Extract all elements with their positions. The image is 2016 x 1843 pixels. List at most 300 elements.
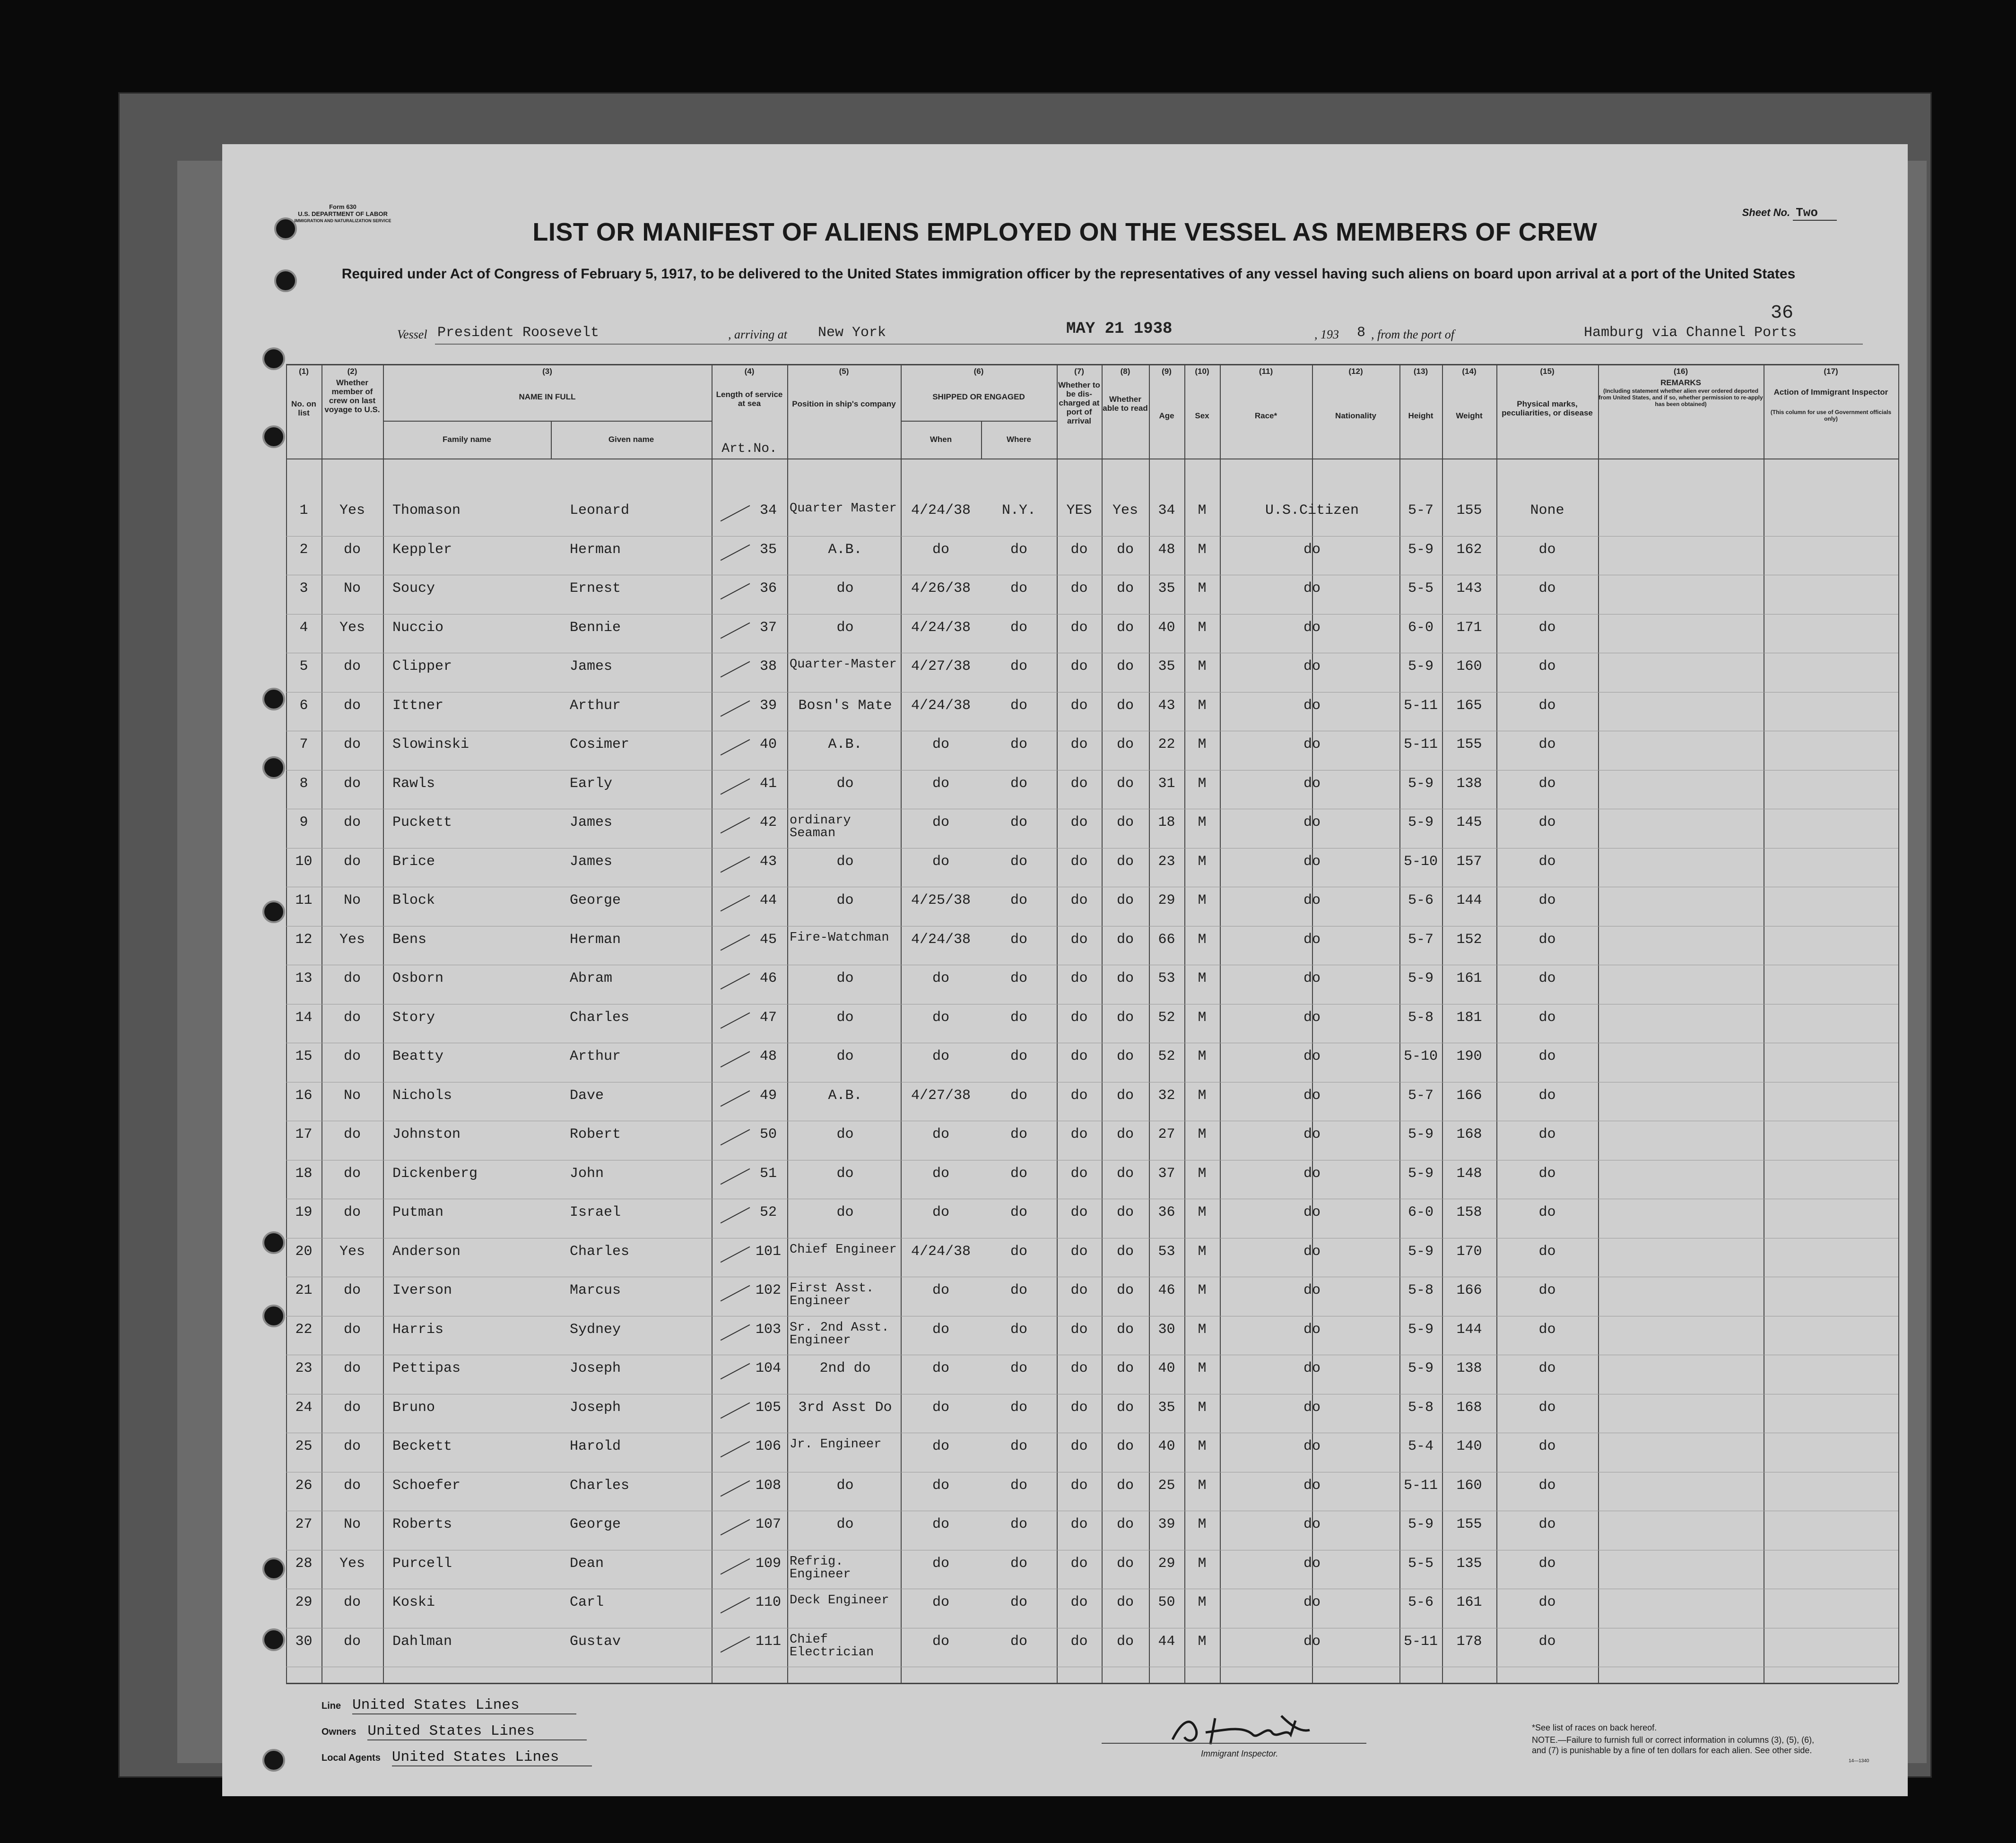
- able-to-read: do: [1116, 1282, 1134, 1298]
- age: 44: [1158, 1633, 1175, 1650]
- position: do: [836, 1126, 854, 1142]
- shipped-when: do: [932, 1555, 949, 1572]
- weight: 161: [1456, 970, 1482, 986]
- sex: M: [1198, 580, 1207, 597]
- position: 2nd do: [819, 1360, 871, 1376]
- art-number: 103: [755, 1321, 781, 1338]
- position: A.B.: [828, 736, 862, 753]
- position: Chief Engineer: [790, 1242, 897, 1257]
- weight: 135: [1456, 1555, 1482, 1572]
- family-name: Thomason: [392, 502, 461, 519]
- height: 5-8: [1408, 1399, 1434, 1416]
- shipped-where: do: [1010, 1555, 1027, 1572]
- inspector-label: Immigrant Inspector.: [1201, 1749, 1278, 1758]
- shipped-when: 4/24/38: [911, 931, 971, 948]
- discharged: do: [1070, 1165, 1088, 1182]
- check-tick: [721, 661, 750, 678]
- age: 34: [1158, 502, 1175, 519]
- weight: 168: [1456, 1399, 1482, 1416]
- able-to-read: do: [1116, 1594, 1134, 1610]
- shipped-where: do: [1010, 1126, 1027, 1142]
- race-nationality: do: [1303, 1633, 1321, 1650]
- table-row: [286, 577, 1898, 616]
- race-nationality: do: [1303, 931, 1321, 948]
- position: do: [836, 1204, 854, 1220]
- position: Refrig. Engineer: [790, 1554, 851, 1582]
- table-row: [286, 694, 1898, 733]
- shipped-when: 4/24/38: [911, 502, 971, 519]
- age: 27: [1158, 1126, 1175, 1142]
- physical-marks: do: [1538, 697, 1556, 714]
- physical-marks: do: [1538, 1633, 1556, 1650]
- sex: M: [1198, 1594, 1207, 1610]
- shipped-where: do: [1010, 1516, 1027, 1532]
- height: 5-11: [1403, 736, 1438, 753]
- header-name-in-full: NAME IN FULL: [519, 392, 576, 401]
- shipped-when: 4/27/38: [911, 1087, 971, 1104]
- age: 40: [1158, 1438, 1175, 1454]
- art-number: 44: [759, 892, 777, 909]
- shipped-where: do: [1010, 580, 1027, 597]
- header-where: Where: [1007, 435, 1031, 444]
- able-to-read: do: [1116, 970, 1134, 986]
- given-name: Carl: [570, 1594, 604, 1610]
- race-nationality: do: [1303, 619, 1321, 636]
- able-to-read: do: [1116, 1009, 1134, 1026]
- height: 5-7: [1408, 1087, 1434, 1104]
- crew-last-voyage: Yes: [339, 931, 365, 948]
- sex: M: [1198, 853, 1207, 870]
- check-tick: [721, 700, 750, 717]
- able-to-read: do: [1116, 1399, 1134, 1416]
- form-service: IMMIGRATION AND NATURALIZATION SERVICE: [294, 218, 391, 223]
- column-number: (2): [347, 367, 357, 376]
- punch-hole: [262, 347, 285, 370]
- art-number: 48: [759, 1048, 777, 1064]
- year-label: , 193: [1314, 328, 1339, 341]
- art-number: 107: [755, 1516, 781, 1532]
- check-tick: [721, 1207, 750, 1224]
- weight: 152: [1456, 931, 1482, 948]
- race-nationality: do: [1303, 1477, 1321, 1494]
- position: A.B.: [828, 541, 862, 558]
- check-tick: [721, 973, 750, 990]
- table-row: [286, 733, 1898, 772]
- header-rule: [383, 421, 712, 422]
- position: Quarter-Master: [790, 658, 897, 672]
- crew-last-voyage: do: [343, 970, 361, 986]
- crew-last-voyage: do: [343, 1204, 361, 1220]
- footer: [322, 1697, 1882, 1782]
- owners-field: [322, 1723, 587, 1739]
- shipped-where: do: [1010, 697, 1027, 714]
- discharged: do: [1070, 970, 1088, 986]
- weight: 166: [1456, 1087, 1482, 1104]
- check-tick: [721, 934, 750, 951]
- crew-last-voyage: do: [343, 775, 361, 792]
- row-number: 4: [299, 619, 308, 636]
- print-code: 14—1340: [1849, 1758, 1869, 1764]
- age: 48: [1158, 541, 1175, 558]
- able-to-read: do: [1116, 1516, 1134, 1532]
- shipped-where: do: [1010, 892, 1027, 909]
- shipped-when: do: [932, 853, 949, 870]
- sex: M: [1198, 970, 1207, 986]
- height: 6-0: [1408, 619, 1434, 636]
- discharged: do: [1070, 1204, 1088, 1220]
- crew-last-voyage: do: [343, 541, 361, 558]
- column-number: (6): [973, 367, 984, 376]
- race-nationality: do: [1303, 658, 1321, 675]
- shipped-when: do: [932, 1477, 949, 1494]
- race-nationality: do: [1303, 1321, 1321, 1338]
- age: 46: [1158, 1282, 1175, 1298]
- height: 5-7: [1408, 502, 1434, 519]
- header-nationality: Nationality: [1335, 411, 1376, 420]
- sex: M: [1198, 931, 1207, 948]
- discharged: do: [1070, 892, 1088, 909]
- given-name: Dave: [570, 1087, 604, 1104]
- art-number: 105: [755, 1399, 781, 1416]
- column-number: (16): [1673, 367, 1688, 376]
- shipped-when: 4/24/38: [911, 697, 971, 714]
- discharged: do: [1070, 1048, 1088, 1064]
- crew-last-voyage: do: [343, 1126, 361, 1142]
- sex: M: [1198, 619, 1207, 636]
- able-to-read: do: [1116, 541, 1134, 558]
- given-name: George: [570, 1516, 621, 1532]
- discharged: do: [1070, 1126, 1088, 1142]
- weight: 138: [1456, 1360, 1482, 1376]
- physical-marks: do: [1538, 1282, 1556, 1298]
- able-to-read: do: [1116, 1633, 1134, 1650]
- family-name: Johnston: [392, 1126, 461, 1142]
- family-name: Ittner: [392, 697, 444, 714]
- position: Bosn's Mate: [798, 697, 892, 714]
- height: 5-9: [1408, 775, 1434, 792]
- check-tick: [721, 505, 750, 522]
- race-nationality: do: [1303, 1087, 1321, 1104]
- discharged: do: [1070, 1516, 1088, 1532]
- given-name: Charles: [570, 1243, 630, 1260]
- shipped-when: do: [932, 1516, 949, 1532]
- check-tick: [721, 1168, 750, 1185]
- age: 35: [1158, 580, 1175, 597]
- physical-marks: do: [1538, 931, 1556, 948]
- form-department: U.S. DEPARTMENT OF LABOR: [298, 210, 388, 217]
- check-tick: [721, 1441, 750, 1458]
- art-number: 42: [759, 814, 777, 831]
- art-number: 52: [759, 1204, 777, 1220]
- age: 29: [1158, 1555, 1175, 1572]
- given-name: Cosimer: [570, 736, 630, 753]
- crew-table: [286, 364, 1898, 1683]
- physical-marks: do: [1538, 541, 1556, 558]
- header-rule: [901, 421, 1057, 422]
- check-tick: [721, 1090, 750, 1107]
- age: 43: [1158, 697, 1175, 714]
- art-number: 46: [759, 970, 777, 986]
- art-number: 37: [759, 619, 777, 636]
- punch-hole: [274, 269, 297, 292]
- crew-last-voyage: do: [343, 658, 361, 675]
- physical-marks: do: [1538, 1087, 1556, 1104]
- row-number: 5: [299, 658, 308, 675]
- row-number: 30: [295, 1633, 313, 1650]
- physical-marks: do: [1538, 580, 1556, 597]
- physical-marks: do: [1538, 1126, 1556, 1142]
- check-tick: [721, 1519, 750, 1536]
- check-tick: [721, 1012, 750, 1029]
- age: 37: [1158, 1165, 1175, 1182]
- shipped-when: do: [932, 1594, 949, 1610]
- row-number: 13: [295, 970, 313, 986]
- able-to-read: do: [1116, 580, 1134, 597]
- discharged: do: [1070, 1087, 1088, 1104]
- height: 5-11: [1403, 697, 1438, 714]
- check-tick: [721, 1051, 750, 1068]
- header-length-service: Length of service at sea: [716, 390, 783, 408]
- shipped-when: 4/26/38: [911, 580, 971, 597]
- row-number: 26: [295, 1477, 313, 1494]
- sex: M: [1198, 502, 1207, 519]
- sex: M: [1198, 1321, 1207, 1338]
- agents-value: United States Lines: [392, 1749, 592, 1766]
- table-row: [286, 1084, 1898, 1123]
- given-name: Joseph: [570, 1399, 621, 1416]
- weight: 168: [1456, 1126, 1482, 1142]
- table-row: [286, 616, 1898, 655]
- family-name: Block: [392, 892, 435, 909]
- table-row: [286, 1396, 1898, 1435]
- sex: M: [1198, 541, 1207, 558]
- discharged: do: [1070, 1399, 1088, 1416]
- position: do: [836, 775, 854, 792]
- age: 18: [1158, 814, 1175, 831]
- crew-last-voyage: do: [343, 1282, 361, 1298]
- header-family-name: Family name: [443, 435, 491, 444]
- discharged: do: [1070, 1555, 1088, 1572]
- physical-marks: do: [1538, 1594, 1556, 1610]
- family-name: Dahlman: [392, 1633, 452, 1650]
- crew-last-voyage: do: [343, 1633, 361, 1650]
- shipped-where: N.Y.: [1001, 502, 1036, 519]
- row-number: 11: [295, 892, 313, 909]
- discharged: do: [1070, 1009, 1088, 1026]
- art-number: 34: [759, 502, 777, 519]
- sex: M: [1198, 1438, 1207, 1454]
- check-tick: [721, 1480, 750, 1497]
- able-to-read: do: [1116, 775, 1134, 792]
- race-nationality: do: [1303, 1360, 1321, 1376]
- header-physical-marks: Physical marks, peculiarities, or disease: [1502, 399, 1593, 417]
- able-to-read: do: [1116, 658, 1134, 675]
- sex: M: [1198, 1126, 1207, 1142]
- row-number: 16: [295, 1087, 313, 1104]
- weight: 140: [1456, 1438, 1482, 1454]
- crew-last-voyage: No: [343, 580, 361, 597]
- shipped-where: do: [1010, 1633, 1027, 1650]
- column-number: (14): [1462, 367, 1477, 376]
- shipped-when: do: [932, 1321, 949, 1338]
- shipped-when: do: [932, 1048, 949, 1064]
- position: do: [836, 1048, 854, 1064]
- shipped-where: do: [1010, 853, 1027, 870]
- weight: 155: [1456, 1516, 1482, 1532]
- race-nationality: do: [1303, 1516, 1321, 1532]
- physical-marks: do: [1538, 1399, 1556, 1416]
- art-number: 111: [755, 1633, 781, 1650]
- shipped-where: do: [1010, 1204, 1027, 1220]
- race-nationality: do: [1303, 1438, 1321, 1454]
- able-to-read: do: [1116, 1555, 1134, 1572]
- given-name: Bennie: [570, 619, 621, 636]
- family-name: Roberts: [392, 1516, 452, 1532]
- age: 30: [1158, 1321, 1175, 1338]
- from-label: , from the port of: [1371, 328, 1454, 341]
- header-crew-last-voyage: Whether member of crew on last voyage to U.S.: [324, 378, 380, 414]
- family-name: Puckett: [392, 814, 452, 831]
- physical-marks: do: [1538, 892, 1556, 909]
- physical-marks: do: [1538, 1555, 1556, 1572]
- family-name: Bens: [392, 931, 427, 948]
- shipped-where: do: [1010, 1243, 1027, 1260]
- discharged: do: [1070, 775, 1088, 792]
- race-nationality: do: [1303, 814, 1321, 831]
- position: A.B.: [828, 1087, 862, 1104]
- height: 5-4: [1408, 1438, 1434, 1454]
- column-number: (4): [744, 367, 755, 376]
- shipped-when: do: [932, 736, 949, 753]
- crew-last-voyage: do: [343, 1009, 361, 1026]
- discharged: do: [1070, 853, 1088, 870]
- shipped-where: do: [1010, 1282, 1027, 1298]
- shipped-when: do: [932, 775, 949, 792]
- given-name: Herman: [570, 931, 621, 948]
- row-number: 28: [295, 1555, 313, 1572]
- race-nationality: do: [1303, 1126, 1321, 1142]
- age: 52: [1158, 1048, 1175, 1064]
- shipped-where: do: [1010, 736, 1027, 753]
- header-given-name: Given name: [608, 435, 654, 444]
- family-name: Rawls: [392, 775, 435, 792]
- family-name: Harris: [392, 1321, 444, 1338]
- row-number: 6: [299, 697, 308, 714]
- height: 5-9: [1408, 1360, 1434, 1376]
- row-number: 10: [295, 853, 313, 870]
- age: 31: [1158, 775, 1175, 792]
- age: 40: [1158, 619, 1175, 636]
- able-to-read: do: [1116, 1165, 1134, 1182]
- age: 22: [1158, 736, 1175, 753]
- header-able-to-read: Whether able to read: [1103, 395, 1148, 413]
- physical-marks: do: [1538, 619, 1556, 636]
- row-number: 9: [299, 814, 308, 831]
- race-nationality: do: [1303, 697, 1321, 714]
- punch-hole: [262, 756, 285, 779]
- able-to-read: do: [1116, 892, 1134, 909]
- race-nationality: do: [1303, 1204, 1321, 1220]
- physical-marks: do: [1538, 1360, 1556, 1376]
- column-number: (11): [1259, 367, 1273, 376]
- punch-hole: [262, 688, 285, 710]
- height: 5-6: [1408, 1594, 1434, 1610]
- header-no-on-list: No. on list: [291, 399, 316, 417]
- weight: 166: [1456, 1282, 1482, 1298]
- shipped-where: do: [1010, 541, 1027, 558]
- table-row: [286, 772, 1898, 811]
- physical-marks: do: [1538, 1009, 1556, 1026]
- sex: M: [1198, 775, 1207, 792]
- weight: 138: [1456, 775, 1482, 792]
- discharged: do: [1070, 619, 1088, 636]
- shipped-where: do: [1010, 1399, 1027, 1416]
- row-number: 1: [299, 502, 308, 519]
- row-number: 23: [295, 1360, 313, 1376]
- sex: M: [1198, 1633, 1207, 1650]
- column-number: (5): [839, 367, 849, 376]
- discharged: do: [1070, 580, 1088, 597]
- position: Chief Electrician: [790, 1632, 874, 1660]
- art-number: 108: [755, 1477, 781, 1494]
- age: 23: [1158, 853, 1175, 870]
- crew-last-voyage: do: [343, 853, 361, 870]
- table-row: [286, 1591, 1898, 1630]
- column-number: (17): [1824, 367, 1838, 376]
- physical-marks: do: [1538, 1204, 1556, 1220]
- given-name: Arthur: [570, 697, 621, 714]
- weight: 155: [1456, 736, 1482, 753]
- crew-last-voyage: do: [343, 1399, 361, 1416]
- position: do: [836, 1165, 854, 1182]
- crew-last-voyage: do: [343, 1438, 361, 1454]
- shipped-where: do: [1010, 619, 1027, 636]
- sex: M: [1198, 892, 1207, 909]
- table-row: [286, 1240, 1898, 1279]
- weight: 181: [1456, 1009, 1482, 1026]
- art-number: 47: [759, 1009, 777, 1026]
- height: 5-9: [1408, 658, 1434, 675]
- header-sex: Sex: [1195, 411, 1209, 420]
- row-number: 29: [295, 1594, 313, 1610]
- discharged: do: [1070, 1438, 1088, 1454]
- check-tick: [721, 1402, 750, 1419]
- family-name: Clipper: [392, 658, 452, 675]
- check-tick: [721, 778, 750, 795]
- family-name: Anderson: [392, 1243, 461, 1260]
- able-to-read: Yes: [1112, 502, 1138, 519]
- height: 5-9: [1408, 814, 1434, 831]
- header-art-no: Art.No.: [721, 441, 777, 456]
- shipped-when: 4/24/38: [911, 1243, 971, 1260]
- row-number: 2: [299, 541, 308, 558]
- table-row: [286, 811, 1898, 850]
- race-nationality: do: [1303, 1165, 1321, 1182]
- table-row: [286, 1162, 1898, 1201]
- shipped-where: do: [1010, 970, 1027, 986]
- physical-marks: do: [1538, 1438, 1556, 1454]
- position: 3rd Asst Do: [798, 1399, 892, 1416]
- check-tick: [721, 544, 750, 561]
- age: 32: [1158, 1087, 1175, 1104]
- family-name: Keppler: [392, 541, 452, 558]
- position: do: [836, 1516, 854, 1532]
- sheet-value: Two: [1793, 206, 1837, 221]
- position: do: [836, 1477, 854, 1494]
- age: 52: [1158, 1009, 1175, 1026]
- able-to-read: do: [1116, 1204, 1134, 1220]
- table-row: [286, 889, 1898, 928]
